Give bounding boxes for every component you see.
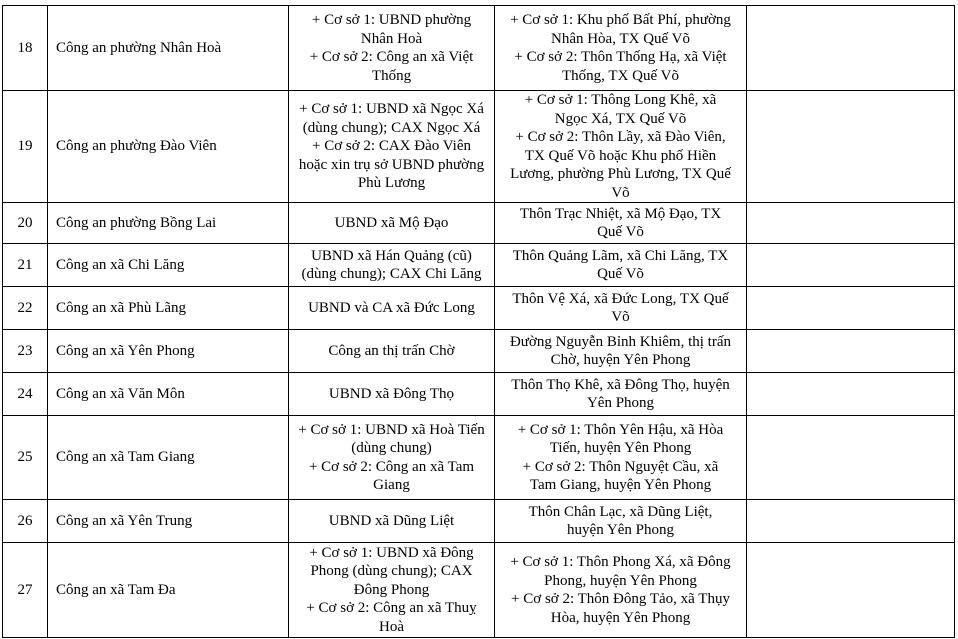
row-number-cell: 25	[3, 416, 48, 500]
location-line: Đông Phong	[353, 581, 430, 598]
address-cell	[495, 373, 747, 416]
address-line: + Cơ sở 2: Thôn Lầy, xã Đào Viên,	[515, 129, 726, 145]
table-row	[3, 6, 955, 91]
location-line: + Cơ sở 1: UBND phường	[311, 12, 472, 28]
location-line: Hoà	[379, 618, 404, 635]
address-cell	[495, 6, 747, 91]
address-line: + Cơ sở 1: Khu phố Bất Phí, phường	[510, 12, 731, 28]
unit-name-cell: Công an xã Tam Đa	[48, 543, 289, 638]
row-number-cell: 19	[3, 91, 48, 203]
notes-cell	[747, 543, 955, 638]
address-line: Chờ, huyện Yên Phong	[550, 352, 691, 368]
location-line: + Cơ sở 2: Công an xã Việt	[309, 49, 474, 65]
table-row	[3, 287, 955, 330]
location-line: + Cơ sở 1: UBND xã Ngọc Xá	[299, 101, 484, 118]
table-row	[3, 500, 955, 543]
row-number-cell: 27	[3, 543, 48, 638]
table-row	[3, 416, 955, 500]
unit-name-cell: Công an xã Yên Trung	[48, 500, 289, 543]
address-cell	[495, 287, 747, 330]
address-line: Hòa, huyện Yên Phong	[550, 609, 691, 626]
address-line: Lương, phường Phù Lương, TX Quế	[510, 166, 731, 182]
row-number-cell: 26	[3, 500, 48, 543]
location-cell	[289, 244, 495, 287]
address-cell	[495, 500, 747, 543]
row-number-cell: 24	[3, 373, 48, 416]
notes-cell	[747, 416, 955, 500]
location-line: Nhân Hoà	[360, 30, 423, 47]
police-facility-table	[2, 5, 955, 638]
address-line: + Cơ sở 1: Thôn Phong Xá, xã Đông	[510, 554, 731, 570]
address-cell	[495, 330, 747, 373]
address-line: Thôn Chân Lạc, xã Dũng Liệt,	[528, 503, 713, 520]
address-line: + Cơ sở 1: Thông Long Khê, xã	[524, 92, 717, 108]
address-cell	[495, 91, 747, 203]
row-number-cell: 18	[3, 6, 48, 91]
address-line: + Cơ sở 1: Thôn Yên Hậu, xã Hòa	[517, 421, 724, 438]
location-line: Công an thị trấn Chờ	[328, 342, 455, 359]
unit-name-cell: Công an xã Phù Lãng	[48, 287, 289, 330]
address-line: Yên Phong	[586, 395, 655, 411]
notes-cell	[747, 203, 955, 244]
row-number-cell: 23	[3, 330, 48, 373]
unit-name-cell: Công an phường Đào Viên	[48, 91, 289, 203]
location-line: UBND xã Đông Thọ	[328, 385, 455, 402]
address-cell	[495, 543, 747, 638]
table-body	[3, 6, 955, 638]
notes-cell	[747, 6, 955, 91]
location-line: hoặc xin trụ sở UBND phường	[298, 156, 485, 173]
row-number-cell: 22	[3, 287, 48, 330]
location-line: Phù Lương	[357, 175, 426, 192]
address-line: Thôn Vệ Xá, xã Đức Long, TX Quế	[512, 290, 729, 307]
unit-name-cell: Công an phường Bồng Lai	[48, 203, 289, 244]
notes-cell	[747, 330, 955, 373]
location-cell	[289, 330, 495, 373]
location-cell	[289, 91, 495, 203]
location-line: Phong (dùng chung); CAX	[310, 563, 473, 580]
address-line: Thôn Trạc Nhiệt, xã Mộ Đạo, TX	[519, 205, 722, 222]
location-line: UBND và CA xã Đức Long	[308, 299, 475, 316]
location-line: UBND xã Dũng Liệt	[328, 512, 455, 529]
address-line: Ngọc Xá, TX Quế Võ	[554, 110, 687, 127]
notes-cell	[747, 373, 955, 416]
location-line: UBND xã Hán Quảng (cũ)	[311, 247, 472, 264]
address-cell	[495, 416, 747, 500]
location-line: (dùng chung)	[351, 440, 432, 456]
address-line: + Cơ sở 2: Thôn Nguyệt Cầu, xã	[522, 458, 719, 475]
table-row	[3, 543, 955, 638]
row-number-cell: 20	[3, 203, 48, 244]
address-line: Đường Nguyễn Bỉnh Khiêm, thị trấn	[509, 333, 732, 350]
location-line: + Cơ sở 2: Công an xã Tam	[308, 458, 475, 475]
location-line: + Cơ sở 1: UBND xã Đông	[309, 544, 474, 561]
address-line: Thống, TX Quế Võ	[562, 67, 679, 84]
notes-cell	[747, 91, 955, 203]
address-line: Tam Giang, huyện Yên Phong	[529, 477, 712, 493]
location-cell	[289, 373, 495, 416]
location-line: + Cơ sở 1: UBND xã Hoà Tiến	[298, 421, 485, 438]
location-cell	[289, 416, 495, 500]
location-line: Giang	[373, 477, 410, 493]
address-line: Phong, huyện Yên Phong	[544, 572, 697, 589]
unit-name-cell: Công an xã Chi Lăng	[48, 244, 289, 287]
location-line: (dùng chung); CAX Chi Lăng	[301, 266, 482, 282]
address-line: Tiến, huyện Yên Phong	[549, 440, 692, 456]
table-row	[3, 203, 955, 244]
address-line: TX Quế Võ hoặc Khu phố Hiền	[524, 147, 717, 164]
unit-name-cell: Công an xã Văn Môn	[48, 373, 289, 416]
location-cell	[289, 500, 495, 543]
address-cell	[495, 244, 747, 287]
address-line: Võ	[611, 184, 630, 201]
unit-name-cell: Công an phường Nhân Hoà	[48, 6, 289, 91]
location-line: Thống	[371, 67, 412, 84]
location-cell	[289, 287, 495, 330]
notes-cell	[747, 287, 955, 330]
location-cell	[289, 203, 495, 244]
address-cell	[495, 203, 747, 244]
unit-name-cell: Công an xã Yên Phong	[48, 330, 289, 373]
notes-cell	[747, 244, 955, 287]
unit-name-cell: Công an xã Tam Giang	[48, 416, 289, 500]
location-cell	[289, 6, 495, 91]
row-number-cell: 21	[3, 244, 48, 287]
address-line: Thôn Quảng Lãm, xã Chi Lăng, TX	[512, 247, 729, 264]
address-line: Quế Võ	[597, 224, 644, 240]
address-line: + Cơ sở 2: Thôn Thống Hạ, xã Việt	[514, 49, 727, 65]
table-row	[3, 373, 955, 416]
address-line: Thôn Thọ Khê, xã Đông Thọ, huyện	[511, 376, 730, 393]
address-line: huyện Yên Phong	[567, 522, 674, 538]
address-line: Võ	[611, 309, 630, 325]
notes-cell	[747, 500, 955, 543]
location-line: (dùng chung); CAX Ngọc Xá	[302, 119, 481, 136]
location-line: + Cơ sở 2: Công an xã Thuỵ	[306, 600, 477, 617]
location-line: UBND xã Mộ Đạo	[334, 214, 449, 231]
location-cell	[289, 543, 495, 638]
address-line: Quế Võ	[597, 266, 644, 282]
table-row	[3, 91, 955, 203]
address-line: + Cơ sở 2: Thôn Đông Tảo, xã Thụy	[511, 591, 730, 607]
table-row	[3, 330, 955, 373]
address-line: Nhân Hòa, TX Quế Võ	[550, 30, 690, 47]
location-line: + Cơ sở 2: CAX Đào Viên	[312, 138, 471, 155]
table-row	[3, 244, 955, 287]
